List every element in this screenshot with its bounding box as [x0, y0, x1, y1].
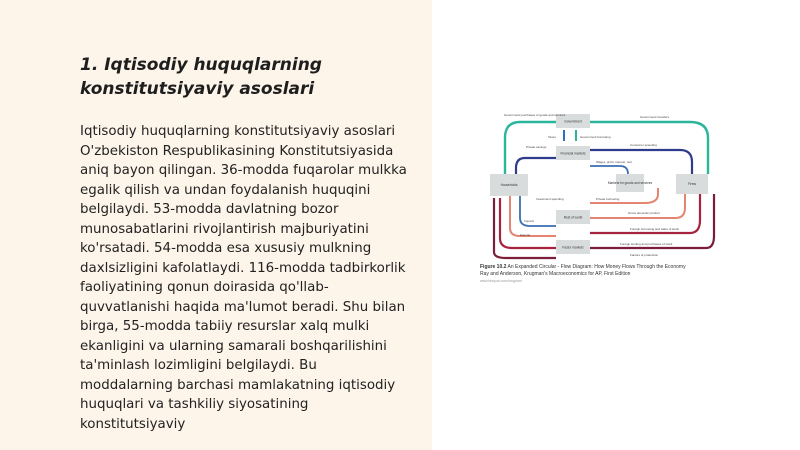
circular-flow-figure: [480, 108, 738, 288]
caption-source: Ray and Anderson, Krugman's Macroeconomics for AP, First Edition: [480, 271, 631, 277]
label-private-savings: Private savings: [526, 145, 547, 149]
label-wages: Wages, profit, interest, rent: [596, 160, 632, 164]
label-foreign-borrowing: Foreign borrowing and sales of stock: [630, 227, 680, 231]
label-gov-purchases: Government purchases of goods and services: [504, 113, 566, 117]
flow-gov-transfers: [516, 158, 556, 176]
node-markets-goods-label: Markets for goods and services: [607, 181, 653, 185]
label-consumer-spending: Consumer spending: [630, 143, 657, 147]
label-foreign-lending: Foreign lending and purchases of stock: [620, 242, 673, 246]
label-private-borrowing: Private borrowing: [596, 197, 620, 201]
slide-heading: 1. Iqtisodiy huquqlarning konstitutsiyaviy asoslari: [80, 55, 322, 99]
label-investment-spending: Investment spending: [536, 197, 564, 201]
figure-caption: [480, 264, 738, 285]
label-taxes: Taxes: [548, 135, 556, 139]
node-households-label: Households: [500, 183, 518, 187]
node-factor-markets-label: Factor markets: [562, 245, 584, 250]
node-government-label: Government: [564, 119, 582, 124]
caption-text: An Expanded Circular - Flow Diagram: How Money Flows Through the Economy: [507, 264, 686, 270]
caption-url: www.bfwpub.com/krugman: [480, 279, 522, 283]
node-rest-of-world-label: Rest of world: [563, 215, 583, 220]
slide-body-text: Iqtisodiy huquqlarning konstitutsiyaviy asoslari O'zbekiston Respublikasining Konstitutsiyasida aniq bayon qilingan. 36-modda fuqarolar mulkka egalik qilish va undan foydalanish huquqini belgilaydi. 53-modda davlatning bozor munosabatlarini rivojlantirish majburiyatini ko'rsatadi. 54-modda esa xususiy mulkning daxlsizligini kafolatlaydi. 116-modda tadbirkorlik faoliyatining qonun doirasida qo'llab-quvvatlanishi haqida ma'lumot beradi. Shu bilan birga, 55-modda tabiiy resurslar xalq mulki ekanligini va ularning samarali boshqarilishini ta'minlash lozimligini belgilaydi. Bu moddalarning barchasi mamlakatning iqtisodiy huquqlari va tashkiliy siyosatining konstitutsiyaviy: [80, 124, 407, 432]
label-factors: Factors of production: [630, 253, 659, 257]
flow-gov-purchases: [505, 122, 560, 178]
label-gdp: Gross domestic product: [628, 211, 660, 215]
flow-wages: [510, 196, 556, 236]
flow-gdp: [500, 198, 556, 248]
label-exports: Exports: [520, 233, 531, 237]
label-gov-borrowing: Government borrowing: [580, 135, 611, 139]
caption-label: Figure 10.2: [480, 264, 507, 270]
node-firms-label: Firms: [688, 182, 696, 186]
label-gov-transfers: Government transfers: [640, 115, 670, 119]
node-financial-markets-label: Financial markets: [560, 151, 586, 156]
label-imports: Imports: [524, 219, 535, 223]
circular-flow-diagram: [480, 108, 738, 260]
